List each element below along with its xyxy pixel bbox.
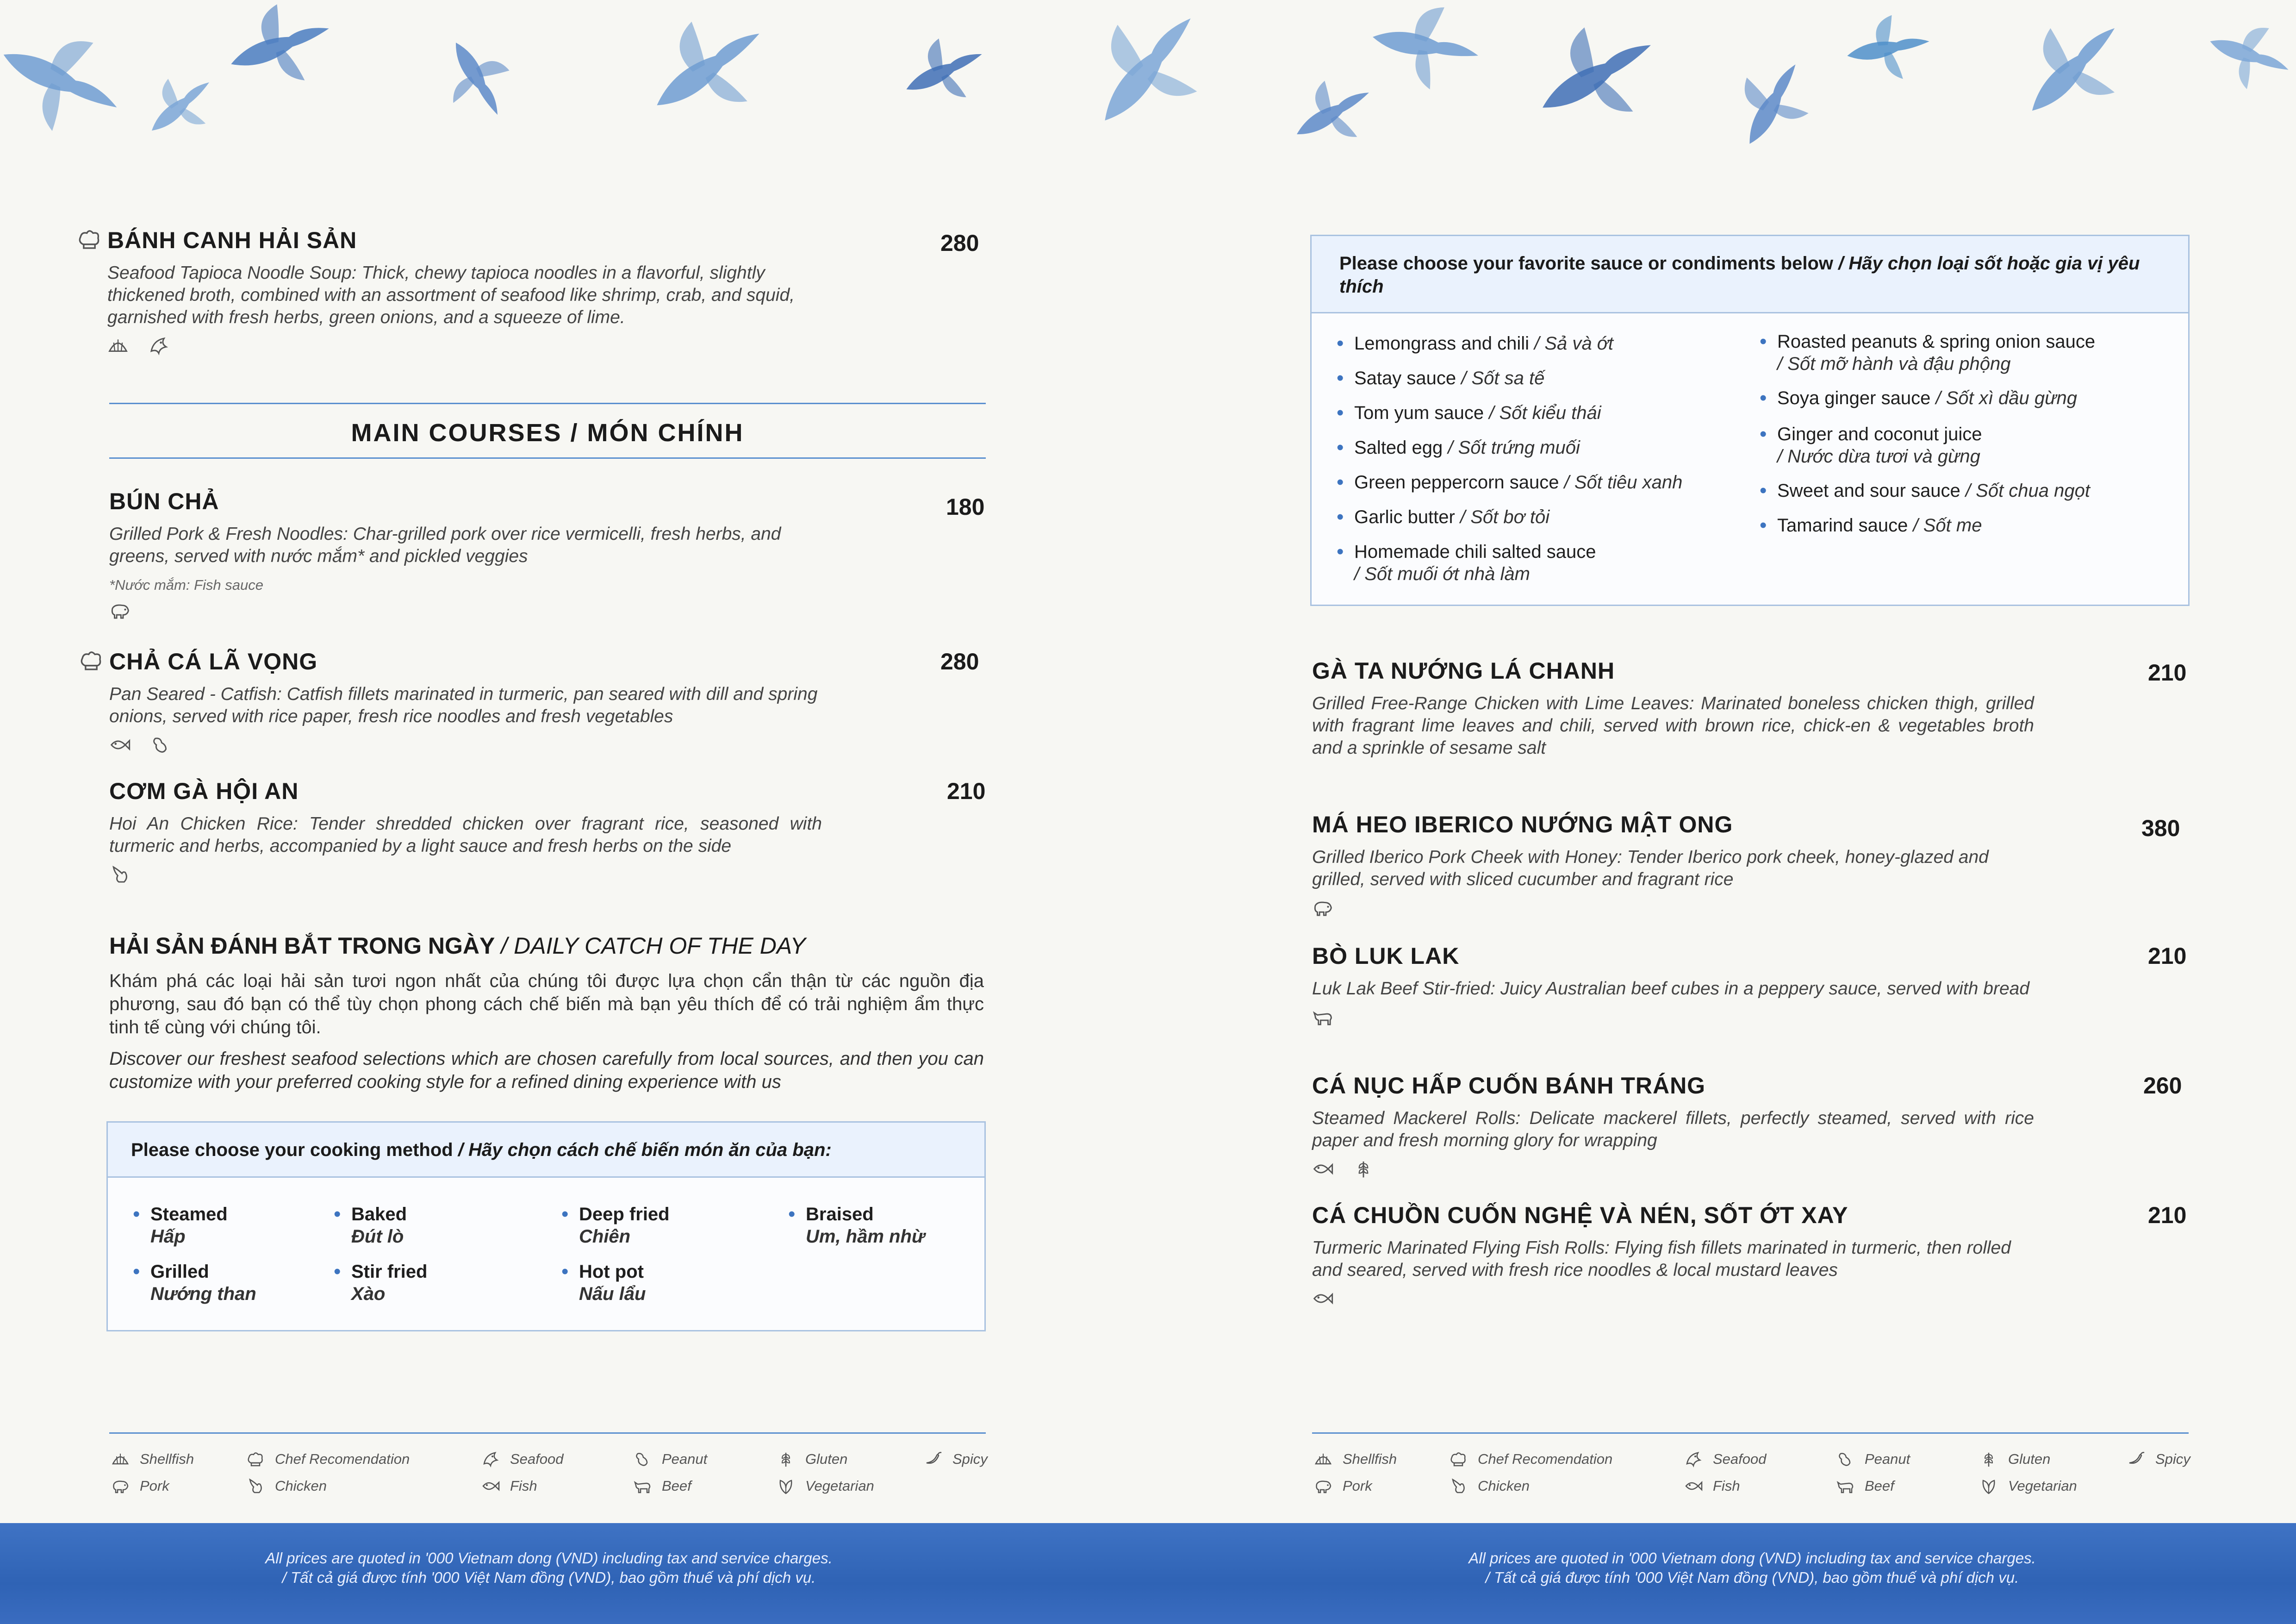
beef-icon	[1836, 1477, 1854, 1495]
price-note-left	[156, 1549, 942, 1587]
sauce-heading-vi: / Hãy chọn loại sốt hoặc gia vị yêu thích	[1339, 253, 2140, 297]
price-note-en: All prices are quoted in '000 Vietnam dong (VND) including tax and service charges.	[265, 1549, 833, 1567]
cooking-option-braised[interactable]	[806, 1203, 925, 1248]
sauce-option-ginger-coconut[interactable]	[1777, 423, 1982, 468]
cooking-method-box	[106, 1121, 986, 1331]
pork-icon	[109, 600, 131, 621]
item-price: 280	[940, 230, 979, 256]
item-description: Grilled Iberico Pork Cheek with Honey: Tender Iberico pork cheek, honey-glazed and grilled, served with sliced cucumber and fragrant rice	[1312, 847, 1989, 889]
item-name: CÁ CHUỒN CUỐN NGHỆ VÀ NÉN, SỐT ỚT XAY	[1312, 1202, 1848, 1228]
option-label: Salted egg	[1354, 437, 1443, 458]
option-label: • Ginger and coconut juice	[1777, 424, 1982, 444]
seafood-icon	[481, 1450, 500, 1468]
cooking-option-stir-fried[interactable]	[351, 1261, 427, 1305]
option-label: Garlic butter	[1354, 507, 1455, 527]
option-label: • Braised	[806, 1204, 874, 1224]
option-label-vi: / Sốt sa tế	[1456, 368, 1545, 388]
legend-label: Beef	[1865, 1478, 1894, 1494]
legend-label: Chicken	[275, 1478, 327, 1494]
section-rule-top	[109, 403, 986, 404]
option-label-vi: / Sốt chua ngọt	[1960, 481, 2091, 501]
legend-label: Beef	[662, 1478, 691, 1494]
menu-item-com-ga-hoi-an	[109, 778, 989, 885]
daily-catch-title: HẢI SẢN ĐÁNH BẮT TRONG NGÀY	[109, 933, 495, 959]
sauce-option-tamarind[interactable]	[1777, 514, 1982, 537]
item-name: BÒ LUK LAK	[1312, 943, 1460, 969]
price-note-right	[1359, 1549, 2146, 1587]
fish-icon	[481, 1477, 500, 1495]
option-label-vi: / Sốt kiểu thái	[1484, 403, 1601, 423]
pork-icon	[111, 1477, 130, 1495]
beef-icon	[1312, 1006, 1333, 1028]
price-footer-band	[0, 1523, 2296, 1624]
legend-label: Chef Recomendation	[275, 1451, 410, 1467]
cooking-option-grilled[interactable]	[150, 1261, 256, 1305]
allergen-legend	[111, 1450, 990, 1505]
legend-label: Shellfish	[1343, 1451, 1397, 1467]
item-name: CÁ NỤC HẤP CUỐN BÁNH TRÁNG	[1312, 1073, 1706, 1099]
sauce-option-satay[interactable]	[1354, 367, 1544, 389]
option-label: • Grilled	[150, 1262, 209, 1282]
sauce-option-sweet-sour[interactable]	[1777, 480, 2090, 502]
sauce-option-homemade-chili[interactable]	[1354, 541, 1596, 585]
seafood-icon	[1684, 1450, 1703, 1468]
gluten-icon	[1353, 1158, 1374, 1180]
cooking-option-hot-pot[interactable]	[579, 1261, 646, 1305]
option-label: • Deep fried	[579, 1204, 670, 1224]
option-label: Satay sauce	[1354, 368, 1456, 388]
allergen-legend	[1314, 1450, 2193, 1505]
vegetarian-icon	[1979, 1477, 1998, 1495]
cooking-option-baked[interactable]	[351, 1203, 407, 1248]
option-label: • Homemade chili salted sauce	[1354, 542, 1596, 562]
option-label: Tom yum sauce	[1354, 403, 1484, 423]
item-name: BÁNH CANH HẢI SẢN	[107, 227, 357, 253]
option-label: Soya ginger sauce	[1777, 388, 1931, 408]
fish-icon	[1312, 1288, 1333, 1309]
chef-recommendation-icon	[246, 1450, 265, 1468]
pork-icon	[1312, 897, 1333, 918]
legend-label: Spicy	[2155, 1451, 2190, 1467]
gluten-icon	[777, 1450, 795, 1468]
item-description: Hoi An Chicken Rice: Tender shredded chicken over fragrant rice, seasoned with turmeric and herbs, accompanied by a light sauce and fresh herbs on the side	[109, 814, 822, 856]
legend-rule	[1312, 1432, 2189, 1434]
spicy-icon	[2127, 1450, 2145, 1468]
item-price: 210	[2148, 660, 2187, 686]
option-label-vi: / Sốt trứng muối	[1443, 437, 1580, 458]
daily-catch-text-vi: Khám phá các loại hải sản tươi ngon nhất của chúng tôi được lựa chọn cẩn thận từ các nguồn địa phương, sau đó bạn có thể tùy chọn phong cách chế biến mà bạn yêu thích để có trải nghiệm ẩm thực tinh tế cùng với chúng tôi.	[109, 971, 984, 1037]
legend-label: Peanut	[662, 1451, 708, 1467]
fish-icon	[1312, 1158, 1333, 1180]
chicken-icon	[109, 864, 131, 885]
item-description: Pan Seared - Catfish: Catfish fillets marinated in turmeric, pan seared with dill and spring onions, served with rice paper, fresh rice noodles and fresh vegetables	[109, 684, 818, 726]
cooking-method-heading: Please choose your cooking method	[131, 1140, 453, 1160]
sauce-option-lemongrass[interactable]	[1354, 332, 1613, 355]
peanut-icon	[633, 1450, 652, 1468]
option-label-vi: Nấu lẩu	[579, 1284, 646, 1304]
daily-catch-section	[109, 932, 984, 1093]
price-note-vi: / Tất cả giá được tính '000 Việt Nam đồng (VND), bao gồm thuế và phí dịch vụ.	[282, 1569, 816, 1586]
gluten-icon	[1979, 1450, 1998, 1468]
option-label-vi: / Sốt me	[1908, 515, 1982, 536]
sauce-option-soya-ginger[interactable]	[1777, 387, 2077, 409]
item-description: Grilled Free-Range Chicken with Lime Leaves: Marinated boneless chicken thigh, grilled with fragrant lime leaves and chili, served with brown rice, chick-en & vegetables broth and a sprinkle of sesame salt	[1312, 693, 2034, 758]
item-note: *Nước mắm: Fish sauce	[109, 577, 263, 593]
legend-label: Fish	[1713, 1478, 1740, 1494]
legend-label: Chef Recomendation	[1478, 1451, 1613, 1467]
option-label-vi: Chiên	[579, 1226, 631, 1247]
item-name: GÀ TA NƯỚNG LÁ CHANH	[1312, 658, 1615, 684]
seafood-icon	[148, 335, 169, 356]
option-label-vi: / Sốt mỡ hành và đậu phộng	[1777, 354, 2011, 374]
option-label: • Steamed	[150, 1204, 228, 1224]
option-label: • Stir fried	[351, 1262, 428, 1282]
item-price: 210	[947, 778, 986, 804]
peanut-icon	[1836, 1450, 1854, 1468]
option-label-vi: / Sả và ớt	[1534, 333, 1614, 354]
legend-label: Chicken	[1478, 1478, 1530, 1494]
legend-label: Fish	[510, 1478, 537, 1494]
legend-label: Gluten	[2008, 1451, 2051, 1467]
spicy-icon	[924, 1450, 942, 1468]
option-label: Green peppercorn sauce	[1354, 472, 1559, 493]
option-label-vi: / Sốt xì dầu gừng	[1930, 388, 2077, 408]
option-label: Tamarind sauce	[1777, 515, 1908, 536]
option-label-vi: Nướng than	[150, 1284, 256, 1304]
legend-label: Spicy	[952, 1451, 988, 1467]
sauce-option-green-peppercorn[interactable]	[1354, 471, 1682, 493]
legend-label: Vegetarian	[805, 1478, 874, 1494]
option-label: • Roasted peanuts & spring onion sauce	[1777, 331, 2096, 352]
option-label: Lemongrass and chili	[1354, 333, 1535, 354]
menu-item-bo-luk-lak	[1312, 943, 2191, 1028]
pork-icon	[1314, 1477, 1332, 1495]
option-label: • Baked	[351, 1204, 407, 1224]
price-note-en: All prices are quoted in '000 Vietnam dong (VND) including tax and service charges.	[1468, 1549, 2036, 1567]
item-price: 210	[2148, 1202, 2187, 1228]
menu-item-ca-nuc	[1312, 1072, 2191, 1180]
sauce-option-roasted-peanuts[interactable]	[1777, 331, 2095, 375]
legend-label: Gluten	[805, 1451, 848, 1467]
option-label-vi: / Sốt bơ tỏi	[1455, 507, 1550, 527]
item-name: MÁ HEO IBERICO NƯỚNG MẬT ONG	[1312, 812, 1733, 837]
legend-rule	[109, 1432, 986, 1434]
daily-catch-text-en: Discover our freshest seafood selections which are chosen carefully from local sources, and then you can customize with your preferred cooking style for a refined dining experience with us	[109, 1049, 984, 1092]
section-title-main-courses: MAIN COURSES / MÓN CHÍNH	[351, 419, 744, 447]
option-label: • Hot pot	[579, 1262, 644, 1282]
beef-icon	[633, 1477, 652, 1495]
item-name: BÚN CHẢ	[109, 488, 219, 514]
shellfish-icon	[107, 335, 129, 356]
menu-item-ca-chuon	[1312, 1202, 2191, 1309]
sauce-option-tom-yum[interactable]	[1354, 402, 1601, 424]
item-name: CHẢ CÁ LÃ VỌNG	[109, 649, 318, 675]
item-description: Turmeric Marinated Flying Fish Rolls: Flying fish fillets marinated in turmeric, then rolled and seared, served with fresh rice noodles & local mustard leaves	[1312, 1238, 2011, 1280]
cooking-option-deep-fried[interactable]	[579, 1203, 670, 1248]
peanut-icon	[150, 734, 171, 756]
fish-icon	[109, 734, 131, 756]
menu-item-banh-canh	[107, 227, 987, 356]
item-price: 180	[946, 494, 985, 520]
legend-label: Pork	[1343, 1478, 1372, 1494]
legend-label: Peanut	[1865, 1451, 1910, 1467]
option-label: Sweet and sour sauce	[1777, 481, 1960, 501]
shellfish-icon	[1314, 1450, 1332, 1468]
option-label-vi: Đút lò	[351, 1226, 404, 1247]
menu-item-bun-cha	[109, 488, 989, 621]
menu-item-cha-ca-la-vong	[109, 648, 989, 756]
option-label-vi: Hấp	[150, 1226, 186, 1247]
shellfish-icon	[111, 1450, 130, 1468]
chicken-icon	[1449, 1477, 1468, 1495]
option-label-vi: / Sốt muối ớt nhà làm	[1354, 564, 1530, 584]
cooking-option-steamed[interactable]	[150, 1203, 228, 1248]
option-label-vi: / Nước dừa tươi và gừng	[1777, 446, 1980, 467]
legend-label: Vegetarian	[2008, 1478, 2077, 1494]
option-label-vi: Um, hầm nhừ	[806, 1226, 925, 1247]
item-price: 280	[940, 649, 979, 675]
chef-recommendation-icon	[77, 227, 102, 254]
item-description: Steamed Mackerel Rolls: Delicate mackerel fillets, perfectly steamed, served with rice paper and fresh morning glory for wrapping	[1312, 1108, 2034, 1150]
sauce-box	[1310, 235, 2190, 606]
chef-recommendation-icon	[1449, 1450, 1468, 1468]
chicken-icon	[246, 1477, 265, 1495]
item-price: 260	[2143, 1073, 2182, 1099]
sauce-option-garlic-butter[interactable]	[1354, 506, 1549, 528]
item-price: 210	[2148, 943, 2187, 969]
legend-label: Shellfish	[140, 1451, 194, 1467]
vegetarian-icon	[777, 1477, 795, 1495]
option-label-vi: Xào	[351, 1284, 386, 1304]
section-rule-bottom	[109, 457, 986, 459]
chef-recommendation-icon	[79, 648, 104, 675]
legend-label: Pork	[140, 1478, 169, 1494]
right-page	[1148, 0, 2296, 1624]
option-label-vi: / Sốt tiêu xanh	[1559, 472, 1683, 493]
legend-label: Seafood	[1713, 1451, 1767, 1467]
fish-icon	[1684, 1477, 1703, 1495]
sauce-heading: Please choose your favorite sauce or condiments below	[1339, 253, 1834, 274]
item-description: Grilled Pork & Fresh Noodles: Char-grilled pork over rice vermicelli, fresh herbs, and greens, served with nước mắm* and pickled veggies	[109, 524, 781, 566]
daily-catch-title-en: / DAILY CATCH OF THE DAY	[501, 933, 806, 959]
item-description: Seafood Tapioca Noodle Soup: Thick, chewy tapioca noodles in a flavorful, slightly thickened broth, combined with an assortment of seafood like shrimp, crab, and squid, garnished with fresh herbs, green onions, and a squeeze of lime.	[107, 263, 795, 327]
legend-label: Seafood	[510, 1451, 564, 1467]
sauce-option-salted-egg[interactable]	[1354, 437, 1580, 459]
item-price: 380	[2141, 815, 2180, 841]
price-note-vi: / Tất cả giá được tính '000 Việt Nam đồng (VND), bao gồm thuế và phí dịch vụ.	[1485, 1569, 2019, 1586]
item-name: CƠM GÀ HỘI AN	[109, 778, 299, 804]
menu-item-ma-heo-iberico	[1312, 811, 2191, 918]
cooking-method-heading-vi: / Hãy chọn cách chế biến món ăn của bạn:	[458, 1140, 832, 1160]
menu-item-ga-ta	[1312, 657, 2191, 759]
item-description: Luk Lak Beef Stir-fried: Juicy Australian beef cubes in a peppery sauce, served with bread	[1312, 979, 2030, 999]
